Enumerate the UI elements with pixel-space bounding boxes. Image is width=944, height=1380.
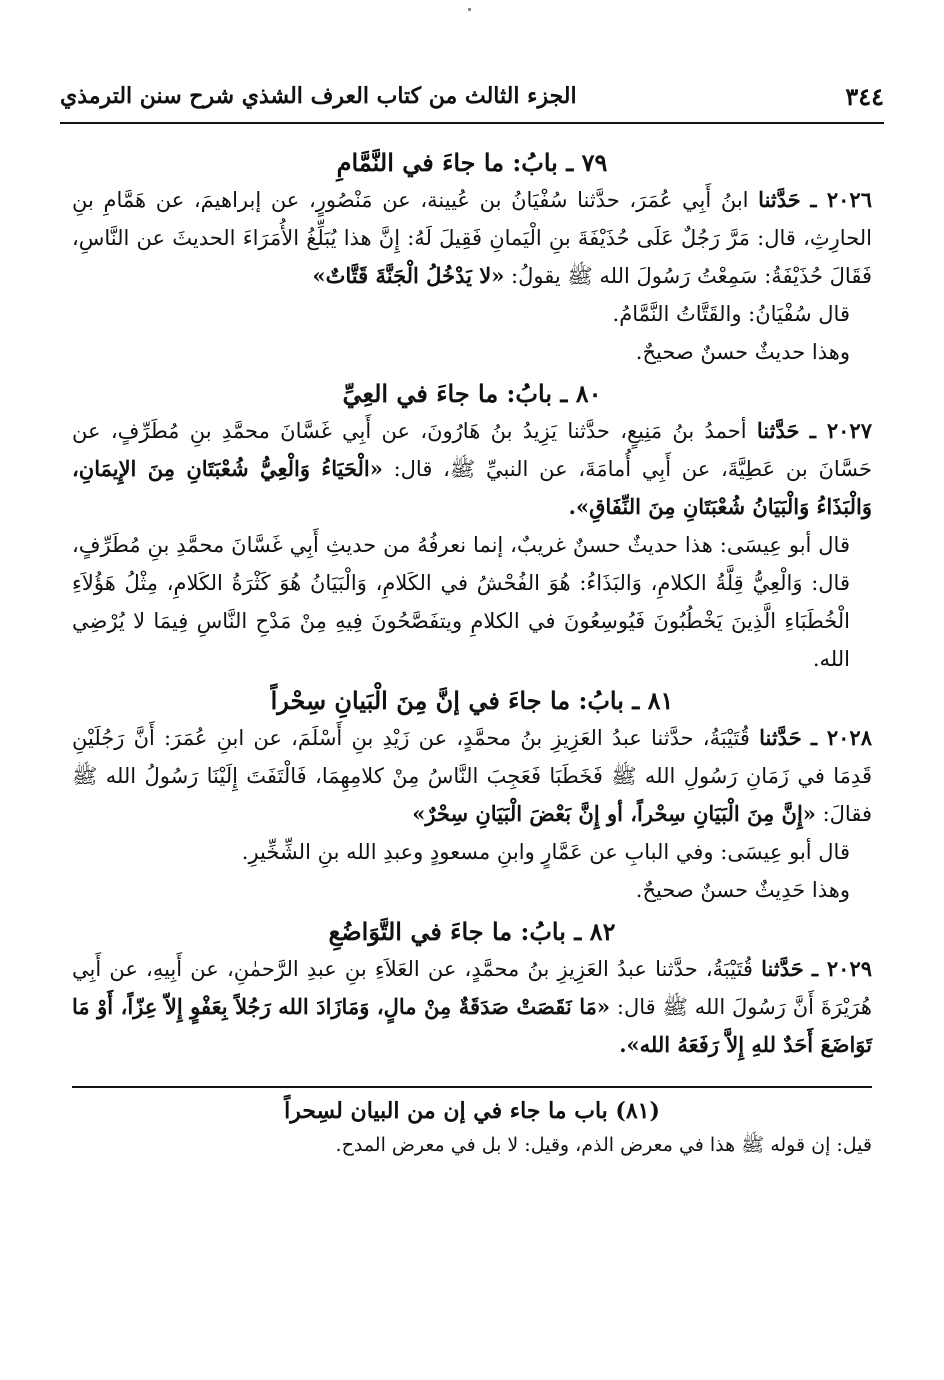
page-header: [60, 70, 884, 124]
chapter-heading: ٨٠ ـ بابُ: ما جاءَ في العِيِّ: [342, 379, 602, 408]
hadith-2026: [72, 181, 872, 295]
hadith-number: ٢٠٢٦ ـ: [810, 187, 872, 212]
page-number: ٣٤٤: [845, 81, 884, 111]
hadith-keyword: حَدَّثنا: [756, 418, 800, 443]
commentary-line: قال أبو عِيسَى: وفي البابِ عن عَمَّارٍ وابنِ مسعودٍ وعبدِ الله بنِ الشِّخِّيرِ.: [241, 840, 850, 864]
hadith-number: ٢٠٢٩ ـ: [811, 956, 873, 981]
chapter-heading: ٧٩ ـ بابُ: ما جاءَ في النَّمَّامِ: [336, 148, 608, 177]
commentary-paragraph: قال أبو عِيسَى: هذا حديثٌ حسنٌ غريبٌ، إنما نعرفُهُ من حديثِ أَبِي غَسَّانَ محمَّدِ بنِ مُطَرِّفٍ، قال: وَالْعِيُّ قِلَّةُ الكلامِ، وَالبَذَاءُ: هُوَ الفُحْشُ في الكَلامِ، وَالْبَيَانُ هُوَ كَثْرَةُ الكَلامِ، مِثْلُ هَؤُلاَءِ الْخُطَبَاءِ الَّذِينَ يَخْطُبُونَ فَيُوسِعُونَ في الكلامِ ويتفَصَّحُونَ فِيهِ مِنْ مَدْحِ النَّاسِ فِيمَا لا يُرْضِي الله.: [72, 533, 850, 671]
chapter-82: [72, 917, 872, 1064]
hadith-2029: [72, 950, 872, 1064]
hadith-2028: [72, 719, 872, 833]
hadith-number: ٢٠٢٧ ـ: [809, 418, 872, 443]
footnote-title: (٨١) باب ما جاء في إن من البيان لسِحراً: [284, 1098, 660, 1124]
hadith-quote: «لا يَدْخُلُ الْجَنَّةَ قَتَّاتٌ»: [312, 263, 505, 288]
hadith-text: أحمدُ بنُ مَنِيعٍ، حدَّثنا يَزِيدُ بنُ هَارُونَ، عن أَبِي غَسَّانَ محمَّدِ بنِ مُطَرِّفٍ، عن حَسَّانَ بن عَطِيَّةَ، عن أَبِي أُمامَةَ، عن النبيِّ ﷺ، قال:: [72, 419, 872, 481]
running-title: الجزء الثالث من كتاب العرف الشذي شرح سنن الترمذي: [60, 83, 577, 109]
hadith-text: ابنُ أَبِي عُمَرَ، حدَّثنا سُفْيَانُ بن عُيينة، عن مَنْصُورٍ، عن إبراهيمَ، عن هَمَّامِ بنِ الحارِثِ، قال: مَرَّ رَجُلٌ عَلَى حُذَيْفَةَ بنِ الْيَمانِ فَقِيلَ لَهُ: إِنَّ هذا يُبَلِّغُ الأُمَرَاءَ الحديثَ عن النَّاسِ، فَقَالَ حُذَيْفَةُ: سَمِعْتُ رَسُولَ الله ﷺ يقولُ:: [72, 188, 872, 288]
hadith-quote: «الْحَيَاءُ وَالْعِيُّ شُعْبَتَانِ مِنَ الإِيمَانِ، وَالْبَذَاءُ وَالْبَيَانُ شُعْبَتَانِ مِنَ النِّفَاقِ».: [72, 456, 872, 519]
commentary-line: قال سُفْيَانُ: والقَتَّاتُ النَّمَّامُ.: [612, 302, 850, 326]
footnote: [72, 1098, 872, 1162]
page-body: [72, 140, 872, 1350]
hadith-keyword: حَدَّثنا: [761, 956, 804, 981]
hadith-keyword: حَدَّثنا: [759, 725, 802, 750]
hadith-2027: [72, 412, 872, 526]
chapter-81: [72, 686, 872, 909]
grading-line: وهذا حَدِيثٌ حسنٌ صحيحٌ.: [635, 878, 850, 902]
grading-line: وهذا حديثٌ حسنٌ صحيحٌ.: [635, 340, 850, 364]
hadith-keyword: حَدَّثنا: [758, 187, 801, 212]
hadith-text: قُتَيْبَةُ، حدَّثنا عبدُ العَزِيزِ بنُ محمَّدٍ، عن زَيْدِ بنِ أَسْلَمَ، عن ابنِ عُمَرَ: أَنَّ رَجُلَيْنِ قَدِمَا في زَمَانِ رَسُولِ الله ﷺ فَخَطَبَا فَعَجِبَ النَّاسُ مِنْ كلامِهِمَا، فَالْتَفَتَ إِلَيْنَا رَسُولُ الله ﷺ فقالَ:: [72, 726, 872, 826]
scan-dot: [468, 8, 471, 11]
chapter-heading: ٨٢ ـ بابُ: ما جاءَ في التَّوَاضُعِ: [328, 917, 616, 946]
hadith-quote: «مَا نَقَصَتْ صَدَقَةٌ مِنْ مالٍ، وَمَازَادَ الله رَجُلاً بِعَفْوٍ إِلاّ عِزّاً، أَوْ مَا تَوَاضَعَ أَحَدٌ للهِ إِلاَّ رَفَعَهُ الله».: [72, 994, 872, 1057]
chapter-79: [72, 148, 872, 371]
chapter-80: [72, 379, 872, 678]
chapter-heading: ٨١ ـ بابُ: ما جاءَ في إنَّ مِنَ الْبَيانِ سِحْراً: [270, 686, 674, 715]
hadith-text: قُتَيْبَةُ، حدَّثنا عبدُ العَزِيزِ بنُ محمَّدٍ، عن العَلاَءِ بنِ عبدِ الرَّحمٰنِ، عن أَبِيهِ، عن أَبِي هُرَيْرَةَ أَنَّ رَسُولَ الله ﷺ قال:: [72, 957, 872, 1019]
hadith-quote: «إِنَّ مِنَ الْبَيَانِ سِحْراً، أو إِنَّ بَعْضَ الْبَيَانِ سِحْرٌ»: [412, 801, 816, 826]
hadith-number: ٢٠٢٨ ـ: [810, 725, 872, 750]
footnote-text: قيل: إن قوله ﷺ هذا في معرض الذم، وقيل: لا بل في معرض المدح.: [335, 1134, 872, 1156]
footnote-divider: [72, 1086, 872, 1088]
